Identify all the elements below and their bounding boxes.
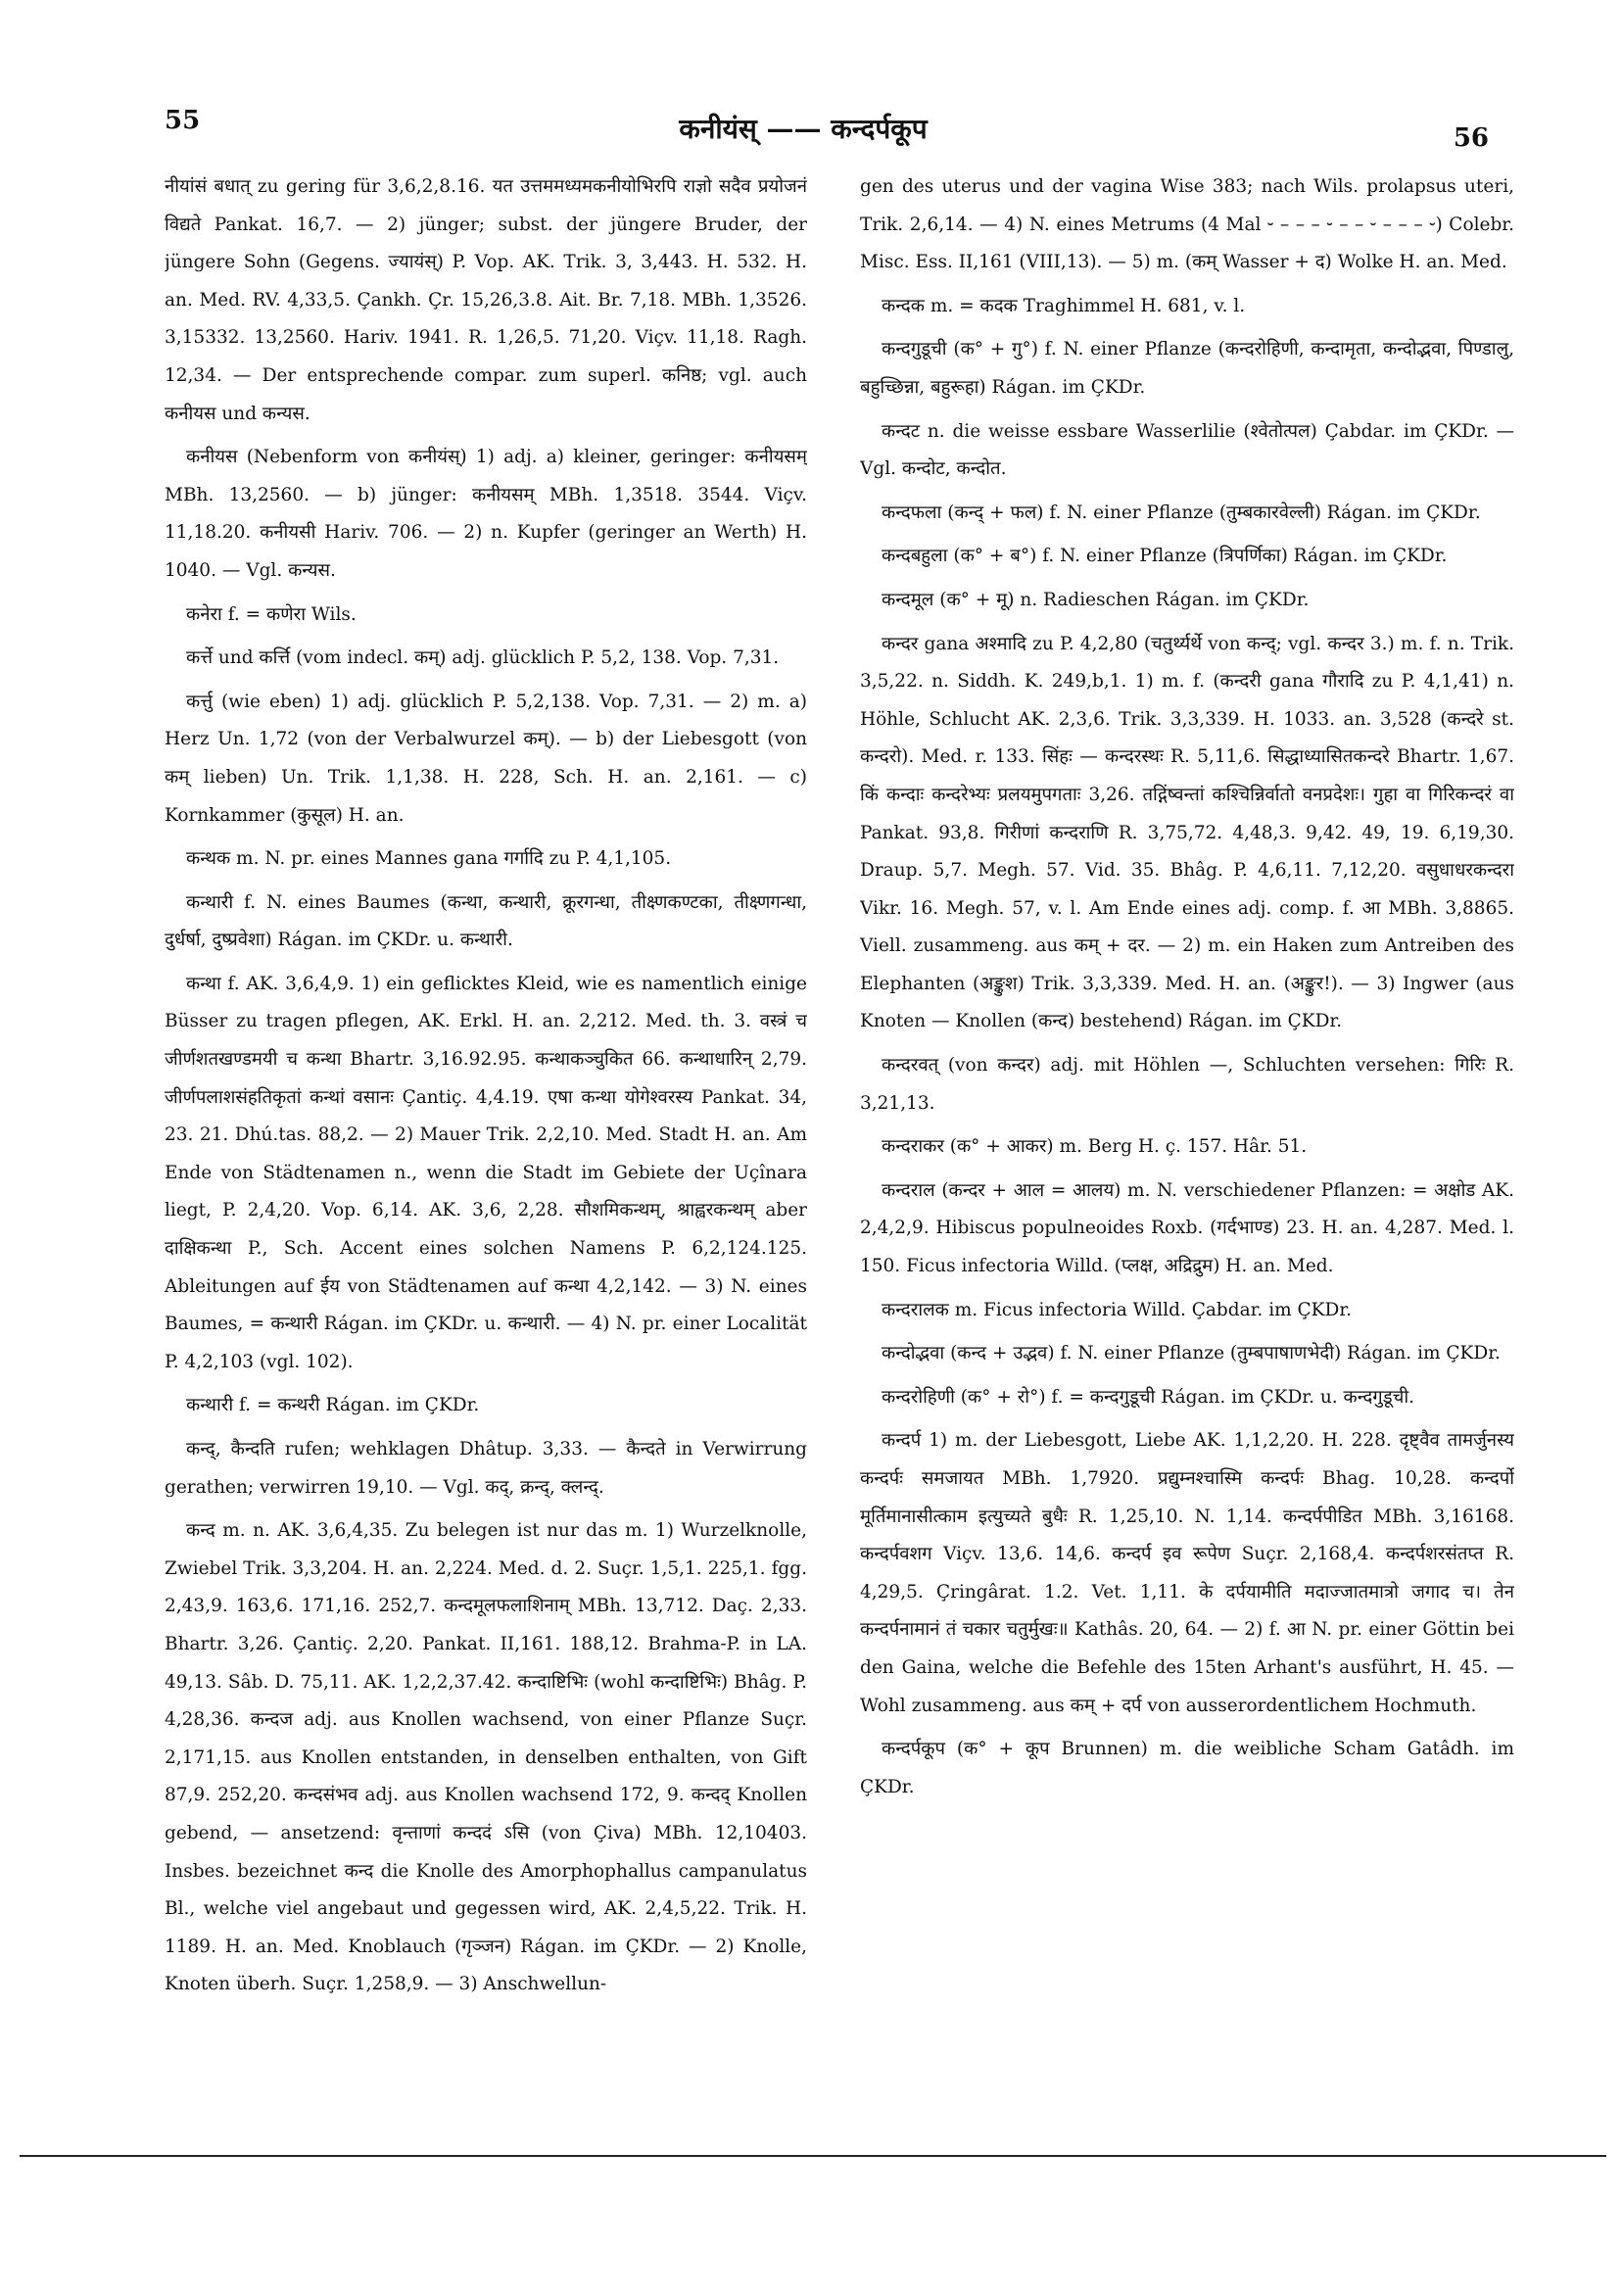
- dictionary-entry: कन्दक m. = कदक Traghimmel H. 681, v. l.: [882, 295, 1246, 316]
- dictionary-entry: कन्था f. AK. 3,6,4,9. 1) ein geflicktes Kleid, wie es namentlich einige Büsser zu tragen pflegen, AK. Erkl. H. an. 2,212. Med. th. 3. वस्त्रं च जीर्णशतखण्डमयी च कन्था Bhartr. 3,16.92.95. कन्थाकञ्चुकित 66. कन्थाधारिन् 2,79. जीर्णपलाशसंहतिकृतां कन्थां वसानः Çantiç. 4,4.19. एषा कन्था योगेश्वरस्य Pankat. 34, 23. 21. Dhú.tas. 88,2. — 2) Mauer Trik. 2,2,10. Med. Stadt H. an. Am Ende von Städtenamen n., wenn die Stadt im Gebiete der Uçînara liegt, P. 2,4,20. Vop. 6,14. AK. 3,6, 2,28. सौशमिकन्थम्, श्राह्वरकन्थम् aber दाक्षिकन्था P., Sch. Accent eines solchen Namens P. 6,2,124.125. Ableitungen auf ईय von Städtenamen auf कन्था 4,2,142. — 3) N. eines Baumes, = कन्थारी Rágan. im ÇKDr. u. कन्थारी. — 4) N. pr. einer Localität P. 4,2,103 (vgl. 102).: [165, 973, 807, 1372]
- dictionary-entry: कन्दगुडूची (क° + गु°) f. N. einer Pflanze (कन्दरोहिणी, कन्दामृता, कन्दोद्भवा, पिण्डालु, बहुच्छिन्ना, बहुरूहा) Rágan. im ÇKDr.: [860, 339, 1514, 398]
- dictionary-entry: कन्दराल (कन्दर + आल = आलय) m. N. verschiedener Pflanzen: = अक्षोड AK. 2,4,2,9. Hibiscus populneoides Roxb. (गर्दभाण्ड) 23. H. an. 4,287. Med. l. 150. Ficus infectoria Willd. (प्लक्ष, अद्रिद्रुम) H. an. Med.: [860, 1179, 1514, 1277]
- left-column: [165, 168, 807, 2030]
- dictionary-entry: gen des uterus und der vagina Wise 383; nach Wils. prolapsus uteri, Trik. 2,6,14. — 4) N. eines Metrums (4 Mal ⏑ – – – ⏑ – – ⏑ – – – ⏑) Colebr. Misc. Ess. II,161 (VIII,13). — 5) m. (कम् Wasser + द) Wolke H. an. Med.: [860, 176, 1514, 273]
- left-page-number: 55: [165, 106, 201, 135]
- dictionary-entry: कन्दर्पकूप (क° + कूप Brunnen) m. die weibliche Scham Gatâdh. im ÇKDr.: [860, 1739, 1514, 1797]
- right-page-number: 56: [1453, 123, 1489, 153]
- dictionary-entry: कर्त्तु (wie eben) 1) adj. glücklich P. 5,2,138. Vop. 7,31. — 2) m. a) Herz Un. 1,72 (von der Verbalwurzel कम्). — b) der Liebesgott (von कम् lieben) Un. Trik. 1,1,38. H. 228, Sch. H. an. 2,161. — c) Kornkammer (कुसूल) H. an.: [165, 691, 807, 826]
- dictionary-entry: कन्दट n. die weisse essbare Wasserlilie (श्वेतोत्पल) Çabdar. im ÇKDr. — Vgl. कन्दोट, कन्दोत.: [860, 420, 1514, 480]
- right-column: [860, 168, 1514, 2030]
- dictionary-entry: कन्दरोहिणी (क° + रो°) f. = कन्दगुडूची Rágan. im ÇKDr. u. कन्दगुडूची.: [882, 1386, 1415, 1408]
- dictionary-entry: कन्दबहुला (क° + ब°) f. N. einer Pflanze (त्रिपर्णिका) Rágan. im ÇKDr.: [882, 546, 1448, 567]
- dictionary-entry: कन्दरालक m. Ficus infectoria Willd. Çabdar. im ÇKDr.: [882, 1299, 1353, 1320]
- dictionary-entry: कन्दफला (कन्द् + फल) f. N. einer Pflanze (तुम्बकारवेल्ली) Rágan. im ÇKDr.: [882, 502, 1481, 523]
- dictionary-entry: कर्त्ते und कर्त्ति (vom indecl. कम्) adj. glücklich P. 5,2, 138. Vop. 7,31.: [186, 647, 780, 669]
- dictionary-entry: कन्दोद्भवा (कन्द + उद्भव) f. N. einer Pflanze (तुम्बपाषाणभेदी) Rágan. im ÇKDr.: [882, 1343, 1501, 1364]
- dictionary-entry: कन्द्, कैन्दति rufen; wehklagen Dhâtup. 3,33. — कैन्दते in Verwirrung gerathen; verwirren 19,10. — Vgl. कद्, क्रन्द्, क्लन्द्.: [165, 1439, 807, 1498]
- dictionary-entry: कनीयस (Nebenform von कनीयंस्) 1) adj. a) kleiner, geringer: कनीयसम् MBh. 13,2560. — b) jünger: कनीयसम् MBh. 1,3518. 3544. Viçv. 11,18.20. कनीयसी Hariv. 706. — 2) n. Kupfer (geringer an Werth) H. 1040. — Vgl. कन्यस.: [165, 447, 807, 581]
- dictionary-entry: कन्दमूल (क° + मू) n. Radieschen Rágan. im ÇKDr.: [882, 589, 1310, 610]
- page-header: [118, 106, 1489, 151]
- dictionary-entry: कन्थारी f. N. eines Baumes (कन्था, कन्थारी, क्रूरगन्धा, तीक्ष्णकण्टका, तीक्ष्णगन्धा, दुर्धर्षा, दुष्प्रवेशा) Rágan. im ÇKDr. u. कन्थारी.: [165, 891, 807, 951]
- running-title: कनीयंस् —— कन्दर्पकूप: [679, 113, 928, 145]
- dictionary-entry: कनेरा f. = कणेरा Wils.: [186, 603, 357, 625]
- dictionary-entry: कन्दर्प 1) m. der Liebesgott, Liebe AK. 1,1,2,20. H. 228. दृष्ट्वैव तामर्जुनस्य कन्दर्पः समजायत MBh. 1,7920. प्रद्युम्नश्चास्मि कन्दर्पः Bhag. 10,28. कन्दर्पो मूर्तिमानासीत्काम इत्युच्यते बुधैः R. 1,25,10. N. 1,14. कन्दर्पपीडित MBh. 3,16168. कन्दर्पवशग Viçv. 13,6. 14,6. कन्दर्प इव रूपेण Suçr. 2,168,4. कन्दर्पशरसंतप्त R. 4,29,5. Çringârat. 1.2. Vet. 1,11. के दर्पयामीति मदाज्जातमात्रो जगाद च। तेन कन्दर्पनामानं तं चकार चतुर्मुखः॥ Kathâs. 20, 64. — 2) f. आ N. pr. einer Göttin bei den Gaina, welche die Befehle des 15ten Arhant's ausführt, H. 45. — Wohl zusammeng. aus कम् + दर्प von ausserordentlichem Hochmuth.: [860, 1430, 1514, 1716]
- dictionary-entry: कन्थक m. N. pr. eines Mannes gana गर्गादि zu P. 4,1,105.: [186, 848, 672, 870]
- dictionary-entry: कन्दराकर (क° + आकर) m. Berg H. ç. 157. Hâr. 51.: [882, 1136, 1308, 1158]
- dictionary-entry: कन्दरवत् (von कन्दर) adj. mit Höhlen —, Schluchten versehen: गिरिः R. 3,21,13.: [860, 1055, 1514, 1114]
- dictionary-entry: कन्दर gana अश्मादि zu P. 4,2,80 (चतुर्थ्यर्थे von कन्द्; vgl. कन्दर 3.) m. f. n. Trik. 3,5,22. n. Siddh. K. 249,b,1. 1) m. f. (कन्दरी gana गौरादि zu P. 4,1,41) n. Höhle, Schlucht AK. 2,3,6. Trik. 3,3,339. H. 1033. an. 3,528 (कन्दरे st. कन्दरो). Med. r. 133. सिंहः — कन्दरस्थः R. 5,11,6. सिद्धाध्यासितकन्दरे Bhartr. 1,67. किं कन्दाः कन्दरेभ्यः प्रलयमुपगताः 3,26. तद्गिंष्वन्तां कश्चिन्निर्वातो वनप्रदेशः। गुहा वा गिरिकन्दरं वा Pankat. 93,8. गिरीणां कन्दराणि R. 3,75,72. 4,48,3. 9,42. 49, 19. 6,19,30. Draup. 5,7. Megh. 57. Vid. 35. Bhâg. P. 4,6,11. 7,12,20. वसुधाधरकन्दरा Vikr. 16. Megh. 57, v. l. Am Ende eines adj. comp. f. आ MBh. 3,8865. Viell. zusammeng. aus कम् + दर. — 2) m. ein Haken zum Antreiben des Elephanten (अङ्कुश) Trik. 3,3,339. Med. H. an. (अङ्कुर!). — 3) Ingwer (aus Knoten — Knollen (कन्द) bestehend) Rágan. im ÇKDr.: [860, 633, 1514, 1032]
- dictionary-entry: कन्द m. n. AK. 3,6,4,35. Zu belegen ist nur das m. 1) Wurzelknolle, Zwiebel Trik. 3,3,204. H. an. 2,224. Med. d. 2. Suçr. 1,5,1. 225,1. fgg. 2,43,9. 163,6. 171,16. 252,7. कन्दमूलफलाशिनाम् MBh. 13,712. Daç. 2,33. Bhartr. 3,26. Çantiç. 2,20. Pankat. II,161. 188,12. Brahma-P. in LA. 49,13. Sâb. D. 75,11. AK. 1,2,2,37.42. कन्दाष्टिभिः (wohl कन्दाष्टिभिः) Bhâg. P. 4,28,36. कन्दज adj. aus Knollen wachsend, von einer Pflanze Suçr. 2,171,15. aus Knollen entstanden, in denselben enthalten, von Gift 87,9. 252,20. कन्दसंभव adj. aus Knollen wachsend 172, 9. कन्दद् Knollen gebend, — ansetzend: वृन्ताणां कन्ददं ऽसि (von Çiva) MBh. 12,10403. Insbes. bezeichnet कन्द die Knolle des Amorphophallus campanulatus Bl., welche viel angebaut und gegessen wird, AK. 2,4,5,22. Trik. H. 1189. H. an. Med. Knoblauch (गृञ्जन) Rágan. im ÇKDr. — 2) Knolle, Knoten überh. Suçr. 1,258,9. — 3) Anschwellun-: [165, 1520, 807, 1995]
- dictionary-entry: नीयांसं बधात् zu gering für 3,6,2,8.16. यत उत्तममध्यमकनीयोभिरपि राज्ञो सदैव प्रयोजनं विद्यते Pankat. 16,7. — 2) jünger; subst. der jüngere Bruder, der jüngere Sohn (Gegens. ज्यायंस्) P. Vop. AK. Trik. 3, 3,443. H. 532. H. an. Med. RV. 4,33,5. Çankh. Çr. 15,26,3.8. Ait. Br. 7,18. MBh. 1,3526. 3,15332. 13,2560. Hariv. 1941. R. 1,26,5. 71,20. Viçv. 11,18. Ragh. 12,34. — Der entsprechende compar. zum superl. कनिष्ठ; vgl. auch कनीयस und कन्यस.: [165, 176, 807, 424]
- dictionary-entry: कन्थारी f. = कन्थरी Rágan. im ÇKDr.: [186, 1395, 480, 1416]
- bottom-rule: [20, 2155, 1606, 2157]
